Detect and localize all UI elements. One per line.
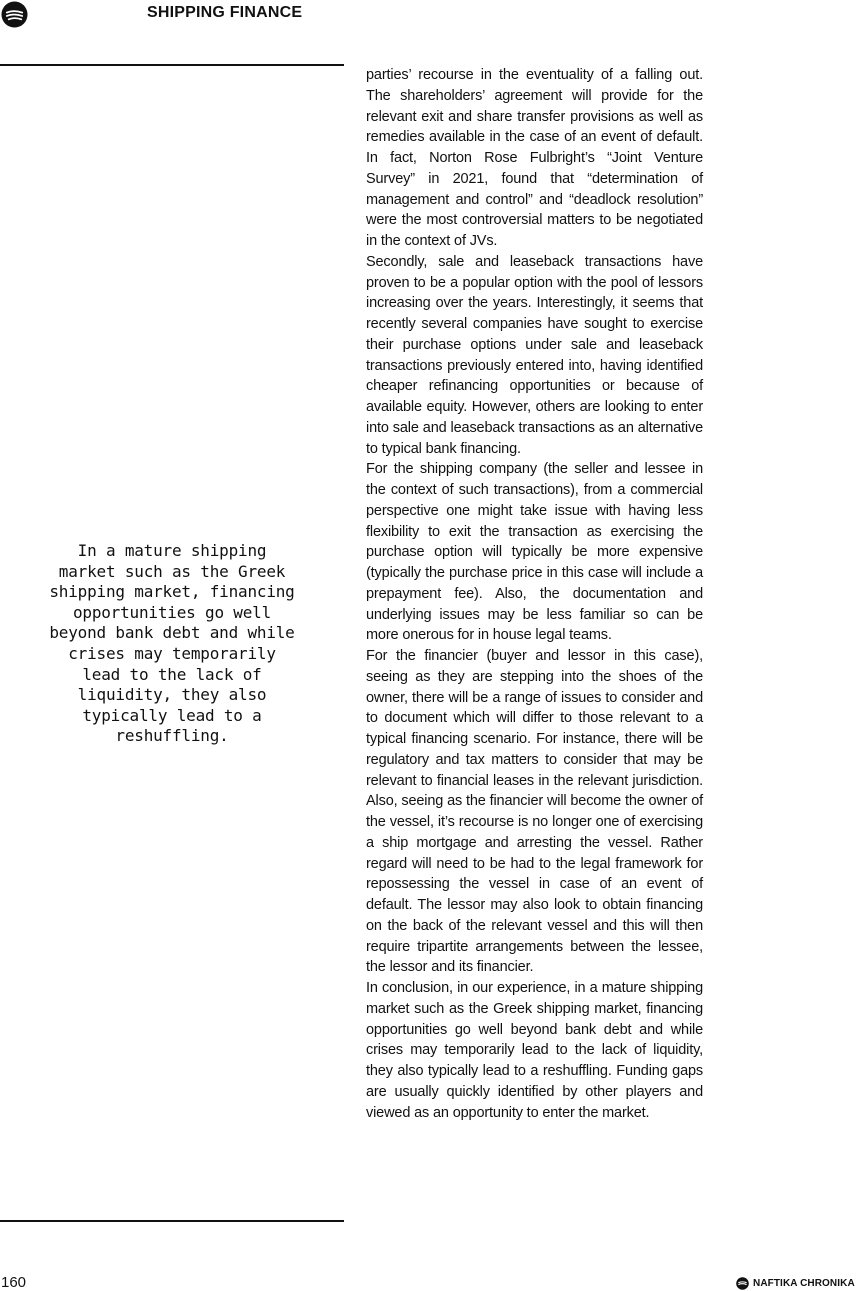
- section-title: SHIPPING FINANCE: [147, 4, 303, 21]
- article-paragraph: For the shipping company (the seller and lessee in the context of such transactions), from a commercial perspective one might take issue with having less flexibility to exit the transaction as exercising the purchase option will typically be more expensive (typically the purchase price in this case will include a prepayment fee). Also, the documentation and underlying issues may be less familiar so can be more onerous for in house legal teams.: [366, 461, 703, 644]
- pull-quote: In a mature shipping market such as the Greek shipping market, financing opportunities go well beyond bank debt and while crises may temporarily lead to the lack of liquidity, they also typically lead to a reshuffling.: [49, 541, 295, 746]
- footer-brand: [736, 1277, 855, 1290]
- naftika-chronika-logo-icon: [736, 1277, 749, 1290]
- footer-brand-name: NAFTIKA CHRONIKA: [753, 1278, 855, 1289]
- article-paragraph: For the financier (buyer and lessor in this case), seeing as they are stepping into the shoes of the owner, there will be a range of issues to consider and to document which will differ to those relevant to a typical financing scenario. For instance, there will be regulatory and tax matters to consider that may be relevant to financial leases in the relevant jurisdiction. Also, seeing as the financier will become the owner of the vessel, it’s recourse is no longer one of exercising a ship mortgage and arresting the vessel. Rather regard will need to be had to the legal framework for repossessing the vessel in case of an event of default. The lessor may also look to obtain financing on the back of the relevant vessel and this will then require tripartite arrangements between the lessee, the lessor and its financier.: [366, 648, 703, 976]
- article-body: [366, 65, 703, 1123]
- naftika-chronika-logo-icon: [1, 1, 28, 28]
- article-paragraph: In conclusion, in our experience, in a mature shipping market such as the Greek shipping market, financing opportunities go well beyond bank debt and while crises may temporarily lead to the lack of liquidity, they also typically lead to a reshuffling. Funding gaps are usually quickly identified by other players and viewed as an opportunity to enter the market.: [366, 980, 703, 1121]
- top-divider: [0, 64, 344, 66]
- article-paragraph: parties’ recourse in the eventuality of a falling out. The shareholders’ agreement will provide for the relevant exit and share transfer provisions as well as remedies available in the case of an event of default. In fact, Norton Rose Fulbright’s “Joint Venture Survey” in 2021, found that “determination of management and control” and “deadlock resolution” were the most controversial matters to be negotiated in the context of JVs.: [366, 67, 703, 249]
- bottom-divider: [0, 1220, 344, 1222]
- page-number: 160: [1, 1274, 27, 1291]
- article-paragraph: Secondly, sale and leaseback transactions have proven to be a popular option with the pool of lessors increasing over the years. Interestingly, it seems that recently several companies have sought to exercise their purchase options under sale and leaseback transactions previously entered into, having identified cheaper refinancing opportunities or because of available equity. However, others are looking to enter into sale and leaseback transactions as an alternative to typical bank financing.: [366, 253, 703, 457]
